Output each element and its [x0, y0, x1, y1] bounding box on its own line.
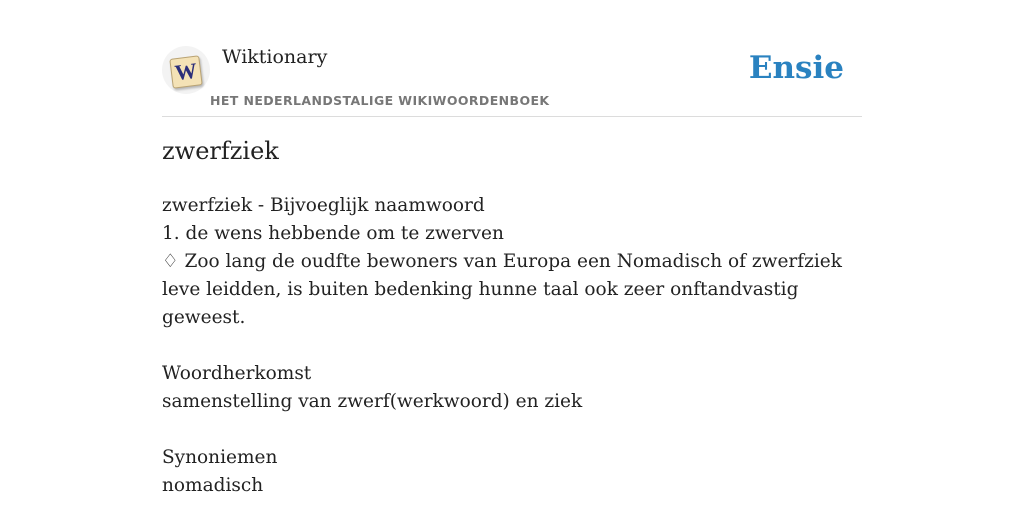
definition-text: 1. de wens hebbende om te zwerven [162, 223, 504, 244]
brand-logo-link[interactable]: Ensie [748, 50, 844, 86]
site-name[interactable]: Wiktionary [222, 46, 328, 68]
spacer [162, 416, 862, 444]
etymology-heading: Woordherkomst [162, 363, 312, 384]
logo-letter: W [173, 57, 199, 86]
etymology-text: samenstelling van zwerf(werkwoord) en ziek [162, 391, 583, 412]
example-sentence: ♢ Zoo lang de oudfte bewoners van Europa een Nomadisch of zwerfziek leve leidden, is buiten bedenking hunne taal ook zeer onftandvastig geweest. [162, 251, 842, 328]
spacer [162, 332, 862, 360]
definition-heading: zwerfziek - Bijvoeglijk naamwoord [162, 195, 485, 216]
entry-content [162, 192, 862, 500]
wiktionary-logo[interactable] [162, 46, 210, 94]
site-tagline: HET NEDERLANDSTALIGE WIKIWOORDENBOEK [210, 93, 550, 108]
synonyms-text: nomadisch [162, 475, 264, 496]
logo-tile-icon [169, 55, 202, 88]
site-header [162, 40, 862, 117]
page-title: zwerfziek [162, 137, 279, 165]
synonyms-heading: Synoniemen [162, 447, 278, 468]
